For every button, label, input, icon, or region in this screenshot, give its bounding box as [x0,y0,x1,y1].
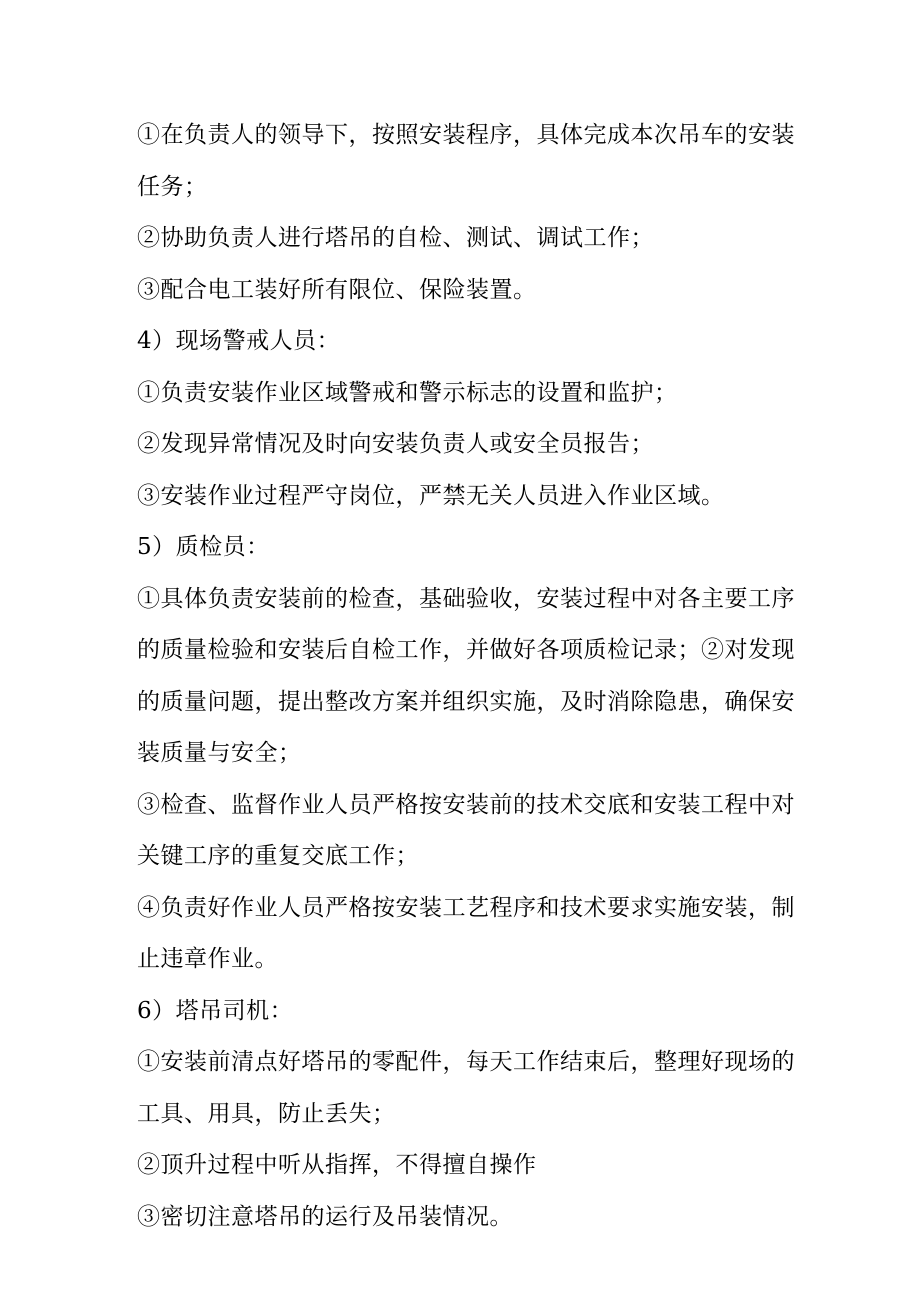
text-line: ①具体负责安装前的检查，基础验收，安装过程中对各主要工序 [137,585,795,612]
text-line: 装质量与安全； [137,740,302,766]
text-line: ①安装前清点好塔吊的零配件，每天工作结束后，整理好现场的 [137,1049,795,1075]
text-line: ②顶升过程中听从指挥，不得擅自操作 [137,1152,537,1178]
text-line: ③配合电工装好所有限位、保险装置。 [137,276,537,303]
text-line: ②协助负责人进行塔吊的自检、测试、调试工作； [137,225,654,251]
text-line: ②发现异常情况及时向安装负责人或安全员报告； [137,431,654,457]
text-line: 止违章作业。 [137,946,278,972]
text-line: ③检查、监督作业人员严格按安装前的技术交底和安装工程中对 [137,791,795,818]
section-heading: 6）塔吊司机： [137,997,294,1024]
text-line: ③密切注意塔吊的运行及吊装情况。 [137,1203,513,1230]
text-line: ①在负责人的领导下，按照安装程序，具体完成本次吊车的安装 [137,122,795,148]
text-line: ④负责好作业人员严格按安装工艺程序和技术要求实施安装，制 [137,894,795,921]
section-heading: 5）质检员： [137,534,270,560]
section-heading: 4）现场警戒人员： [137,328,341,354]
text-line: 工具、用具，防止丢失； [137,1100,396,1127]
text-line: 关键工序的重复交底工作； [137,843,419,869]
text-line: ①负责安装作业区域警戒和警示标志的设置和监护； [137,379,678,406]
text-line: 的质量问题，提出整改方案并组织实施，及时消除隐患，确保安 [137,688,795,715]
text-line: ③安装作业过程严守岗位，严禁无关人员进入作业区域。 [137,482,725,509]
text-line: 任务； [137,173,208,200]
text-line: 的质量检验和安装后自检工作，并做好各项质检记录；②对发现 [137,637,795,663]
document-body [137,110,797,1243]
